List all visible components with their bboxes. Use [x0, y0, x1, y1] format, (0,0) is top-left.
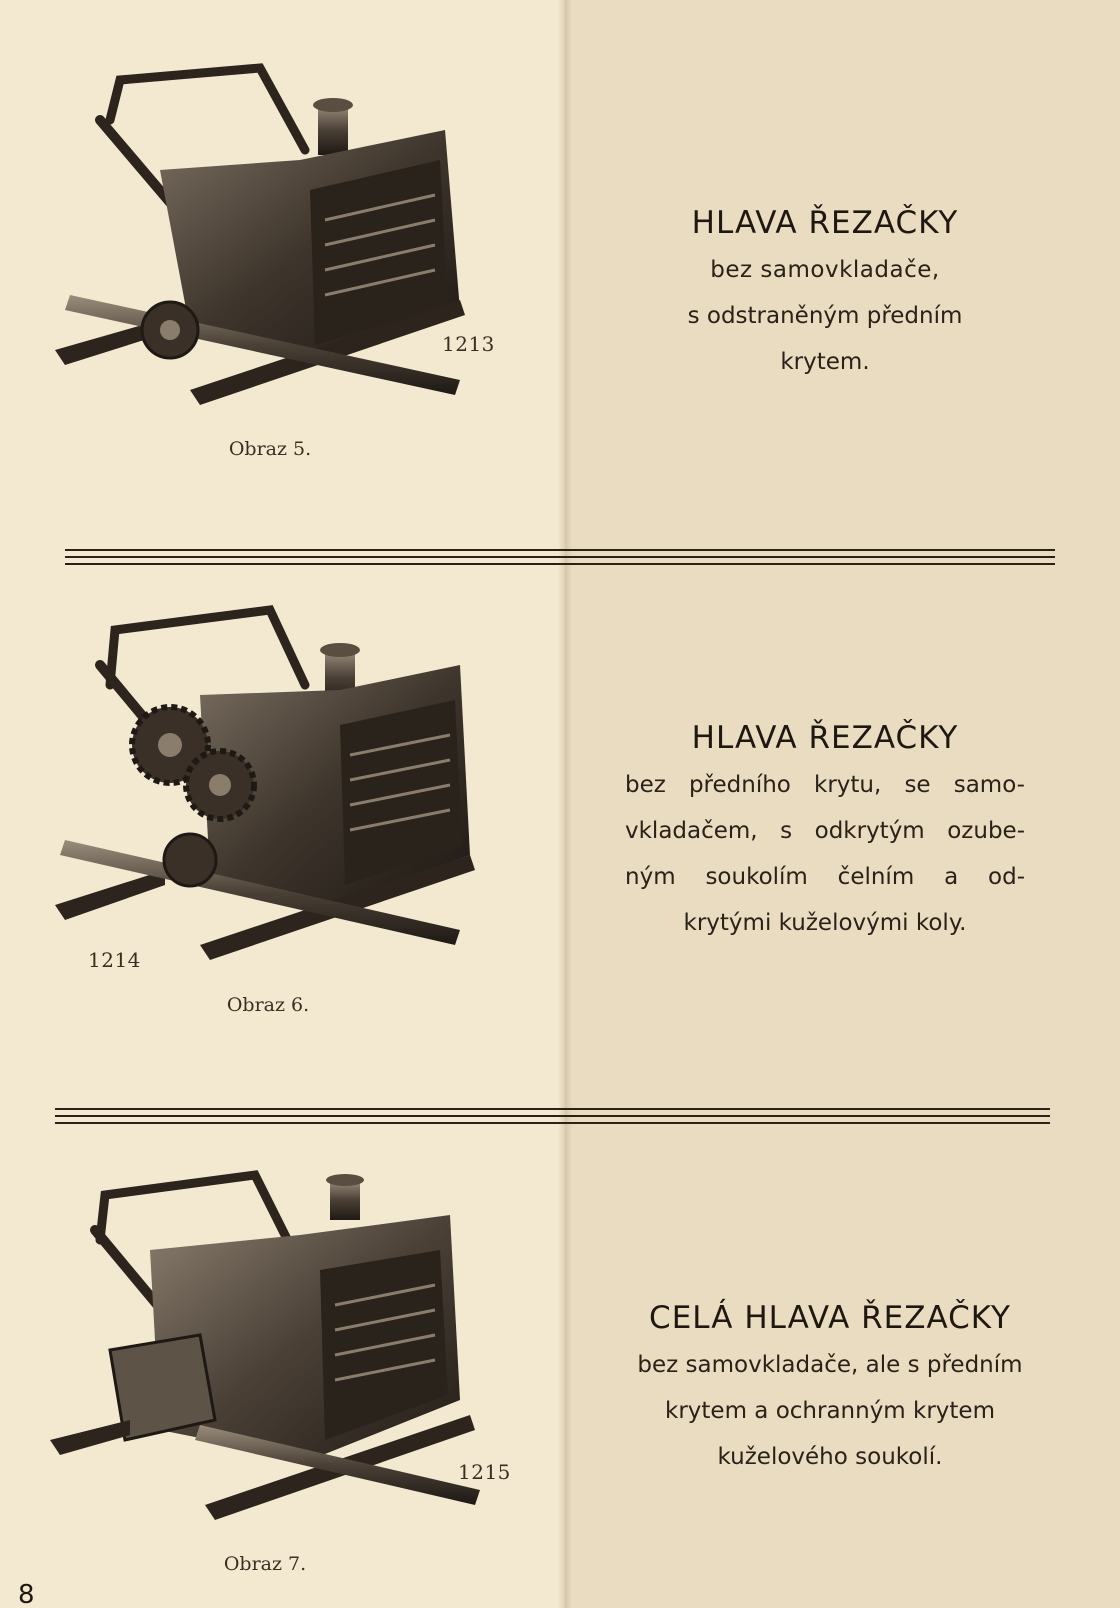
figure-caption: Obraz 6. — [226, 994, 310, 1016]
page-number: 8 — [18, 1580, 35, 1608]
section-divider — [65, 549, 1055, 565]
description-line: s odstraněným předním — [687, 303, 963, 329]
section-heading: CELÁ HLAVA ŘEZAČKY — [649, 1300, 1011, 1336]
section-heading: HLAVA ŘEZAČKY — [691, 205, 959, 241]
machine-illustration-icon — [40, 60, 510, 440]
description-line: krytými kuželovými koly. — [683, 910, 967, 936]
figure-caption: Obraz 7. — [223, 1553, 307, 1575]
figure-code: 1214 — [88, 948, 141, 972]
description-line: krytem. — [780, 349, 870, 375]
figure-code: 1215 — [458, 1460, 511, 1484]
machine-illustration-icon — [40, 605, 510, 985]
description-block-1 — [640, 205, 1010, 385]
description-line: krytem a ochranným krytem — [665, 1398, 995, 1424]
description-line: ným soukolím čelním a od- — [625, 864, 1025, 890]
figure-code: 1213 — [442, 332, 495, 356]
description-line: bez samovkladače, ale s předním — [637, 1352, 1023, 1378]
description-line: bez předního krytu, se samo- — [625, 772, 1025, 798]
description-block-2 — [625, 720, 1025, 946]
figure-3-machine-icon — [40, 1170, 510, 1550]
description-line: bez samovkladače, — [710, 257, 940, 283]
description-line: vkladačem, s odkrytým ozube- — [625, 818, 1025, 844]
description-block-3 — [615, 1300, 1045, 1480]
section-heading: HLAVA ŘEZAČKY — [691, 720, 959, 756]
description-line: kuželového soukolí. — [717, 1444, 943, 1470]
figure-caption: Obraz 5. — [228, 438, 312, 460]
section-divider — [55, 1108, 1050, 1124]
machine-illustration-icon — [40, 1170, 510, 1550]
figure-1-machine-icon — [40, 60, 510, 440]
page-fold — [558, 0, 572, 1608]
figure-2-machine-icon — [40, 605, 510, 985]
